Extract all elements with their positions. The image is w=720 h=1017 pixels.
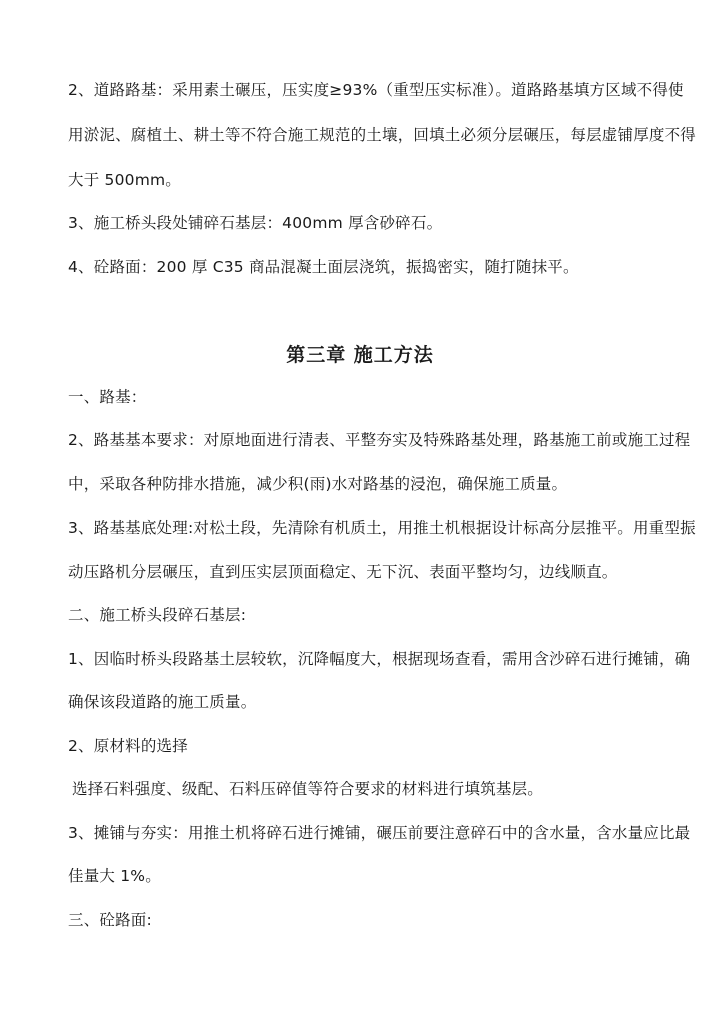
- paragraph-line: 2、道路路基：采用素土碾压，压实度≥93%（重型压实标准）。道路路基填方区域不得使: [68, 81, 684, 99]
- paragraph-line: 选择石料强度、级配、石料压碎值等符合要求的材料进行填筑基层。: [72, 780, 544, 798]
- paragraph-line: 动压路机分层碾压，直到压实层顶面稳定、无下沉、表面平整均匀，边线顺直。: [68, 563, 618, 581]
- section-heading: 二、施工桥头段碎石基层:: [68, 606, 247, 624]
- paragraph-line: 1、因临时桥头段路基土层较软，沉降幅度大，根据现场查看，需用含沙碎石进行摊铺，确: [68, 650, 691, 668]
- section-heading: 一、路基：: [68, 388, 147, 406]
- paragraph-line: 大于 500mm。: [68, 171, 182, 189]
- paragraph-line: 3、摊铺与夯实：用推土机将碎石进行摊铺，碾压前要注意碎石中的含水量，含水量应比最: [68, 824, 691, 842]
- paragraph-line: 确保该段道路的施工质量。: [68, 693, 257, 711]
- paragraph-line: 2、路基基本要求：对原地面进行清表、平整夯实及特殊路基处理，路基施工前或施工过程: [68, 431, 691, 449]
- paragraph-line: 3、施工桥头段处铺碎石基层：400mm 厚含砂碎石。: [68, 214, 443, 232]
- section-heading: 三、砼路面:: [68, 911, 152, 929]
- chapter-title: 第三章 施工方法: [286, 344, 434, 366]
- paragraph-line: 中，采取各种防排水措施，减少积(雨)水对路基的浸泡，确保施工质量。: [68, 475, 568, 493]
- paragraph-line: 用淤泥、腐植土、耕土等不符合施工规范的土壤，回填土必须分层碾压，每层虚铺厚度不得: [68, 126, 697, 144]
- paragraph-line: 2、原材料的选择: [68, 737, 188, 755]
- paragraph-line: 3、路基基底处理:对松土段，先清除有机质土，用推土机根据设计标高分层推平。用重型振: [68, 519, 696, 537]
- paragraph-line: 佳量大 1%。: [68, 867, 161, 885]
- paragraph-line: 4、砼路面：200 厚 C35 商品混凝土面层浇筑，振捣密实，随打随抹平。: [68, 258, 579, 276]
